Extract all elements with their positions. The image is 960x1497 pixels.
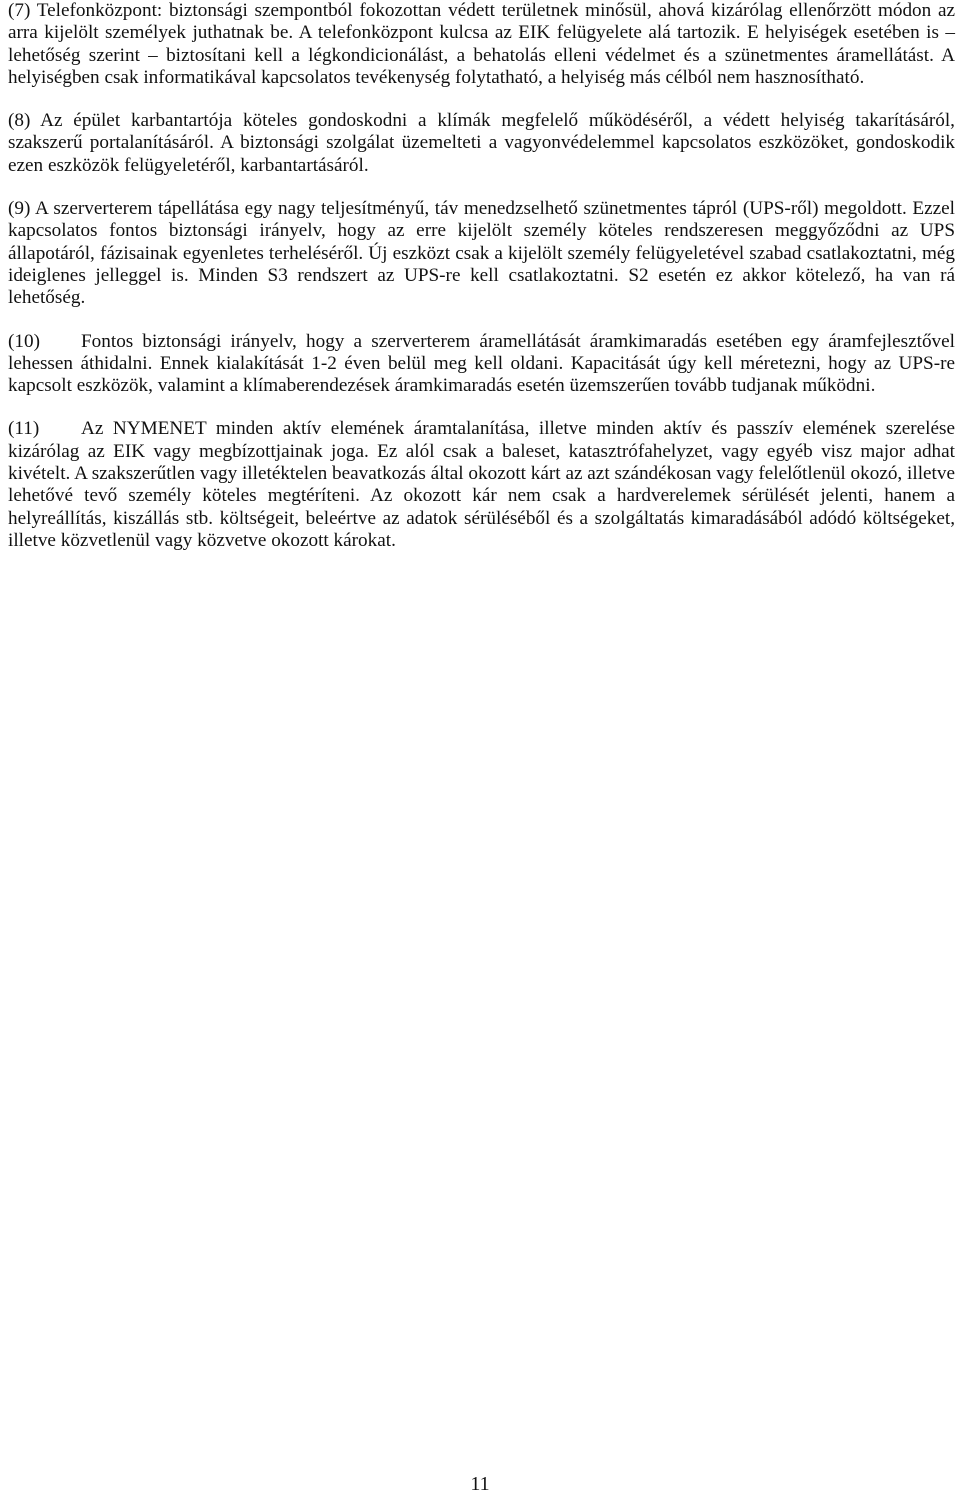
page-number: 11 [470,1473,490,1495]
paragraph-number: (9) [8,198,31,220]
paragraph-number: (10) [8,330,40,352]
paragraph-text: Telefonközpont: biztonsági szempontból fokozottan védett területnek minősül, ahová kizárólag ellenőrzött módon az arra kijelölt személyek juthatnak be. A telefonközpont kulcsa az EIK felügyelete alá tartozik. E helyiségek esetében is – lehetőség szerint – biztosítani kell a légkondicionálást, a behatolás elleni védelmet és a szünetmentes áramellátást. A helyiségben csak informatikával kapcsolatos tevékenység folytatható, a helyiség más célból nem hasznosítható. [8,0,955,88]
paragraph-number: (11) [8,418,40,440]
paragraph-11 [8,418,955,552]
paragraph-8 [8,110,955,177]
paragraph-text: A szerverterem tápellátása egy nagy teljesítményű, táv menedzselhető szünetmentes tápról (UPS-ről) megoldott. Ezzel kapcsolatos fontos biztonsági irányelv, hogy az erre kijelölt személy köteles rendszeresen meggyőződni az UPS állapotáról, fázisainak egyenletes terheléséről. Új eszközt csak a kijelölt személy felügyeletével szabad csatlakoztatni, még ideiglenes jelleggel is. Minden S3 rendszert az UPS-re kell csatlakoztatni. S2 esetén ez akkor kötelező, ha van rá lehetőség. [8,198,955,309]
paragraph-10 [8,331,955,398]
paragraph-text: Fontos biztonsági irányelv, hogy a szerverterem áramellátását áramkimaradás esetében egy áramfejlesztővel lehessen áthidalni. Ennek kialakítását 1-2 éven belül meg kell oldani. Kapacitását úgy kell méretezni, hogy az UPS-re kapcsolt eszközök, valamint a klímaberendezések áramkimaradás esetén üzemszerűen tovább tudjanak működni. [8,330,955,397]
paragraph-text: Az épület karbantartója köteles gondoskodni a klímák megfelelő működéséről, a védett helyiség takarításáról, szakszerű portalanításáról. A biztonsági szolgálat üzemelteti a vagyonvédelemmel kapcsolatos eszközöket, gondoskodik ezen eszközök felügyeletéről, karbantartásáról. [8,110,955,176]
paragraph-number: (8) [8,110,31,132]
paragraph-number: (7) [8,0,31,21]
paragraph-text: Az NYMENET minden aktív elemének áramtalanítása, illetve minden aktív és passzív elemének szerelése kizárólag az EIK vagy megbízottjainak joga. Ez alól csak a baleset, katasztrófahelyzet, vagy egyéb visz major adhat kivételt. A szakszerűtlen vagy illetéktelen beavatkozás által okozott kárt az azt szándékosan vagy felelőtlenül okozó, illetve lehetővé tevő személy köteles megtéríteni. Az okozott kár nem csak a hardverelemek sérülését jelenti, hanem a helyreállítás, kiszállás stb. költségeit, beleértve az adatok sérüléséből és a szolgáltatás kimaradásából adódó költségeket, illetve közvetlenül vagy közvetve okozott károkat. [8,418,955,551]
document-page [8,0,955,573]
paragraph-9 [8,198,955,309]
paragraph-7 [8,0,955,89]
